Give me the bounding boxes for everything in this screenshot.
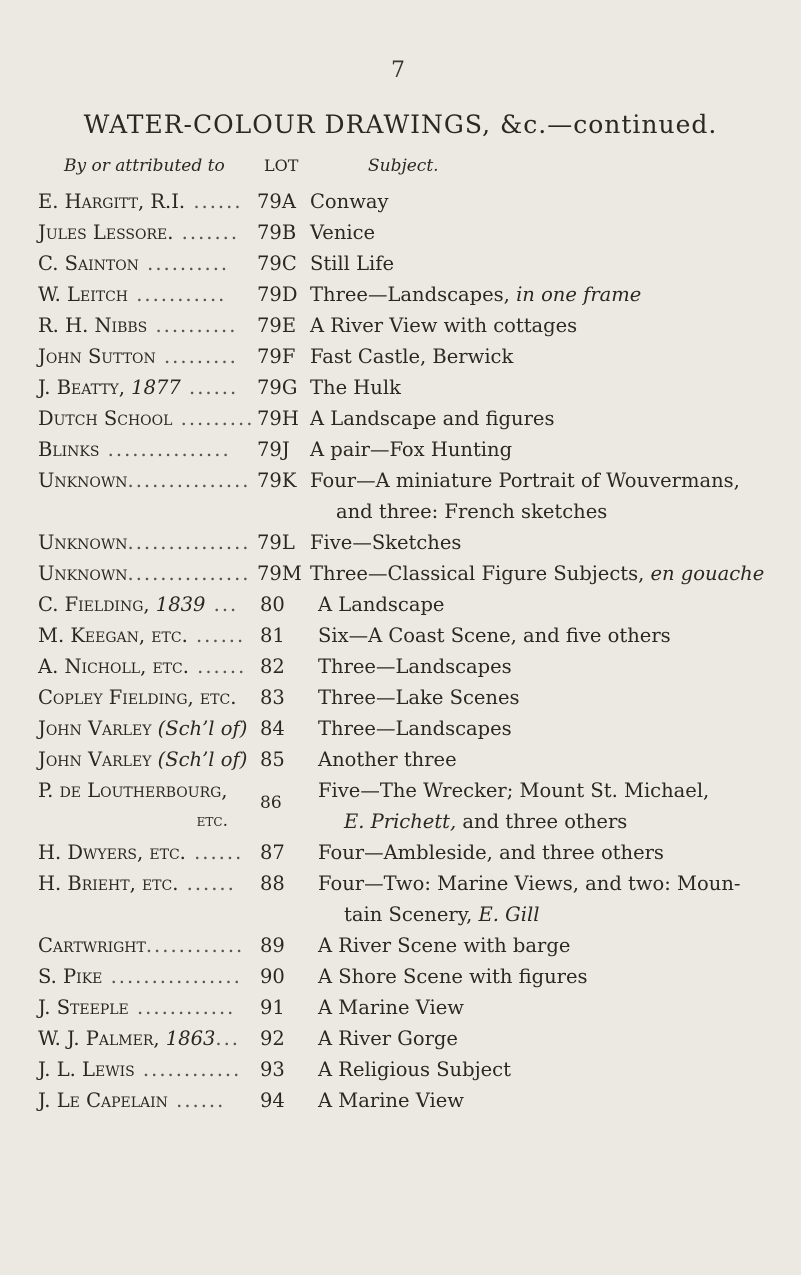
catalogue-entry	[0, 868, 801, 930]
artist-name: W. J. Palmer,	[38, 1027, 160, 1050]
artist-note: 1863	[159, 1027, 216, 1050]
subject-text: and three: French sketches	[336, 500, 608, 523]
artist-name: J. Le Capelain	[38, 1089, 168, 1112]
subject-italic: in one frame	[509, 283, 642, 306]
leader-dots: ............	[134, 1058, 242, 1081]
entry-lot-number: 83	[260, 686, 285, 709]
entry-lot-number: 79B	[257, 221, 297, 244]
artist-name: Jules Lessore.	[38, 221, 174, 244]
column-header-subject: Subject.	[368, 156, 439, 176]
artist-name: A. Nicholl, etc.	[38, 655, 189, 678]
entry-subject	[318, 682, 801, 713]
entry-subject	[310, 279, 801, 310]
subject-text: Five—Sketches	[310, 531, 462, 554]
entry-lot-number: 91	[260, 996, 285, 1019]
entry-subject	[310, 186, 801, 217]
artist-name: C. Fielding,	[38, 593, 150, 616]
artist-name: Dutch School	[38, 407, 173, 430]
leader-dots: ......	[185, 841, 244, 864]
subject-text: Conway	[310, 190, 389, 213]
subject-text: and three others	[456, 810, 628, 833]
entry-subject	[318, 589, 801, 620]
column-header-lot: LOT	[264, 156, 299, 175]
entry-lot-number: 85	[260, 748, 285, 771]
entry-lot-number: 79E	[257, 314, 297, 337]
subject-text: Three—Landscapes	[318, 655, 512, 678]
subject-text: A pair—Fox Hunting	[310, 438, 513, 461]
catalogue-entry	[0, 744, 801, 775]
catalogue-entry	[0, 248, 801, 279]
subject-text: A River Scene with barge	[318, 934, 571, 957]
leader-dots: ...............	[99, 438, 231, 461]
artist-name: Unknown	[38, 469, 128, 492]
leader-dots: ......	[185, 190, 243, 213]
artist-name: J. L. Lewis	[38, 1058, 135, 1081]
leader-dots: ......	[188, 655, 247, 678]
catalogue-entry	[0, 620, 801, 651]
entry-lot-number: 81	[260, 624, 285, 647]
subject-text: A Religious Subject	[318, 1058, 511, 1081]
artist-note: 1877	[124, 376, 181, 399]
entry-subject	[318, 744, 801, 775]
artist-name: R. H. Nibbs	[38, 314, 148, 337]
subject-italic: E. Gill	[472, 903, 540, 926]
catalogue-entry	[0, 1023, 801, 1054]
entry-subject	[318, 1054, 801, 1085]
artist-name: Copley Fielding, etc.	[38, 686, 237, 709]
subject-text: Three—Landscapes,	[310, 283, 510, 306]
catalogue-entry	[0, 186, 801, 217]
entry-lot-number: 79K	[257, 469, 297, 492]
subject-text: Fast Castle, Berwick	[310, 345, 514, 368]
subject-continued	[318, 899, 781, 930]
subject-text: A River View with cottages	[310, 314, 578, 337]
artist-name-continued: etc.	[196, 811, 228, 831]
entry-lot-number: 79L	[257, 531, 295, 554]
leader-dots: ...	[215, 1027, 240, 1050]
artist-name: Blinks	[38, 438, 100, 461]
catalogue-entry	[0, 930, 801, 961]
entry-lot-number: 79D	[257, 283, 298, 306]
catalogue-entry	[0, 372, 801, 403]
leader-dots: ................	[102, 965, 242, 988]
subject-text: A Landscape	[318, 593, 445, 616]
entry-lot-number: 93	[260, 1058, 285, 1081]
entry-lot-number: 84	[260, 717, 285, 740]
entry-subject	[318, 992, 801, 1023]
subject-text: Venice	[310, 221, 376, 244]
subject-text: Three—Classical Figure Subjects,	[310, 562, 645, 585]
entry-subject	[318, 930, 801, 961]
artist-name: Cartwright	[38, 934, 146, 957]
entry-lot-number: 79A	[257, 190, 296, 213]
entry-lot-number: 87	[260, 841, 285, 864]
catalogue-entry	[0, 558, 801, 589]
entry-subject	[310, 558, 801, 589]
entry-subject	[310, 403, 801, 434]
artist-name: John Varley	[38, 748, 152, 771]
subject-text: Three—Landscapes	[318, 717, 512, 740]
leader-dots: .........	[172, 407, 255, 430]
catalogue-entry	[0, 837, 801, 868]
page-number: 7	[391, 58, 405, 83]
artist-name: John Varley	[38, 717, 152, 740]
artist-name: M. Keegan, etc.	[38, 624, 188, 647]
subject-text: Still Life	[310, 252, 395, 275]
page-heading: WATER-COLOUR DRAWINGS, &c.—continued.	[83, 110, 718, 139]
catalogue-entry	[0, 713, 801, 744]
catalogue-entry	[0, 279, 801, 310]
column-header-artist: By or attributed to	[64, 156, 225, 176]
entry-lot-number: 94	[260, 1089, 285, 1112]
catalogue-entry	[0, 310, 801, 341]
subject-text: A Shore Scene with figures	[318, 965, 588, 988]
catalogue-entry	[0, 682, 801, 713]
subject-text: A Marine View	[318, 1089, 464, 1112]
entry-lot-number: 79H	[257, 407, 299, 430]
catalogue-entry	[0, 527, 801, 558]
artist-name: John Sutton	[38, 345, 156, 368]
subject-italic: en gouache	[644, 562, 765, 585]
catalogue-entry	[0, 465, 801, 527]
catalogue-entry	[0, 1085, 801, 1116]
leader-dots: ............	[128, 996, 236, 1019]
artist-name: P. de Loutherbourg,	[38, 779, 228, 802]
leader-dots: .......	[173, 221, 240, 244]
catalogue-entry	[0, 589, 801, 620]
leader-dots: ...............	[127, 469, 251, 492]
catalogue-entry	[0, 651, 801, 682]
leader-dots: ...............	[127, 562, 251, 585]
subject-continued	[318, 806, 781, 837]
entry-subject	[310, 248, 801, 279]
entry-lot-number: 88	[260, 872, 285, 895]
leader-dots: ..........	[138, 252, 230, 275]
leader-dots: ...........	[128, 283, 227, 306]
catalogue-entry	[0, 775, 801, 837]
entry-subject	[310, 527, 801, 558]
subject-text: Four—Two: Marine Views, and two: Moun-	[318, 872, 741, 895]
entry-subject	[310, 465, 801, 527]
catalogue-entry	[0, 1054, 801, 1085]
subject-continued	[310, 496, 781, 527]
catalogue-entry	[0, 403, 801, 434]
artist-note: (Sch’l of)	[151, 748, 248, 771]
artist-note: 1839	[149, 593, 206, 616]
entry-subject	[310, 372, 801, 403]
entry-lot-number: 79C	[257, 252, 297, 275]
artist-name: W. Leitch	[38, 283, 128, 306]
entry-subject	[318, 1085, 801, 1116]
entry-lot-number: 86	[260, 793, 282, 813]
entry-lot-number: 79F	[257, 345, 296, 368]
entry-subject	[310, 341, 801, 372]
artist-name: Unknown	[38, 531, 128, 554]
entry-subject	[318, 961, 801, 992]
leader-dots: ............	[145, 934, 245, 957]
artist-name: J. Beatty,	[38, 376, 125, 399]
subject-italic: E. Prichett,	[344, 810, 457, 833]
artist-name: H. Dwyers, etc.	[38, 841, 186, 864]
leader-dots: ......	[167, 1089, 226, 1112]
entry-subject	[318, 775, 801, 837]
catalogue-entry	[0, 961, 801, 992]
entry-lot-number: 92	[260, 1027, 285, 1050]
artist-name: C. Sainton	[38, 252, 139, 275]
entry-subject	[310, 434, 801, 465]
entry-subject	[310, 217, 801, 248]
entry-subject	[318, 1023, 801, 1054]
subject-text: A Marine View	[318, 996, 464, 1019]
entry-lot-number: 89	[260, 934, 285, 957]
subject-text: Six—A Coast Scene, and five others	[318, 624, 671, 647]
artist-name: S. Pike	[38, 965, 103, 988]
entry-lot-number: 79M	[257, 562, 302, 585]
leader-dots: ...	[205, 593, 239, 616]
artist-name: E. Hargitt, R.I.	[38, 190, 186, 213]
entry-subject	[318, 713, 801, 744]
leader-dots: ..........	[147, 314, 238, 337]
leader-dots: ......	[180, 376, 239, 399]
subject-text: A River Gorge	[318, 1027, 458, 1050]
entry-lot-number: 80	[260, 593, 285, 616]
catalogue-entry	[0, 217, 801, 248]
catalogue-entry	[0, 992, 801, 1023]
subject-text: Four—Ambleside, and three others	[318, 841, 664, 864]
subject-text: The Hulk	[310, 376, 401, 399]
entry-subject	[310, 310, 801, 341]
subject-text: Three—Lake Scenes	[318, 686, 520, 709]
entry-subject	[318, 651, 801, 682]
catalogue-entry	[0, 341, 801, 372]
entry-subject	[318, 868, 801, 930]
subject-text: tain Scenery,	[344, 903, 473, 926]
subject-text: Five—The Wrecker; Mount St. Michael,	[318, 779, 710, 802]
subject-text: A Landscape and figures	[310, 407, 555, 430]
leader-dots: ...............	[127, 531, 251, 554]
leader-dots: ......	[187, 624, 246, 647]
entry-lot-number: 82	[260, 655, 285, 678]
catalogue-entry	[0, 434, 801, 465]
entry-lot-number: 90	[260, 965, 285, 988]
leader-dots: ......	[178, 872, 236, 895]
subject-text: Four—A miniature Portrait of Wouvermans,	[310, 469, 740, 492]
entry-subject	[318, 620, 801, 651]
entry-lot-number: 79J	[257, 438, 290, 461]
artist-note: (Sch’l of)	[151, 717, 248, 740]
entry-subject	[318, 837, 801, 868]
subject-text: Another three	[318, 748, 457, 771]
artist-name: Unknown	[38, 562, 128, 585]
entry-lot-number: 79G	[257, 376, 298, 399]
artist-name: J. Steeple	[38, 996, 129, 1019]
leader-dots: .........	[155, 345, 238, 368]
catalogue-list	[0, 186, 801, 1116]
artist-name: H. Brieht, etc.	[38, 872, 179, 895]
